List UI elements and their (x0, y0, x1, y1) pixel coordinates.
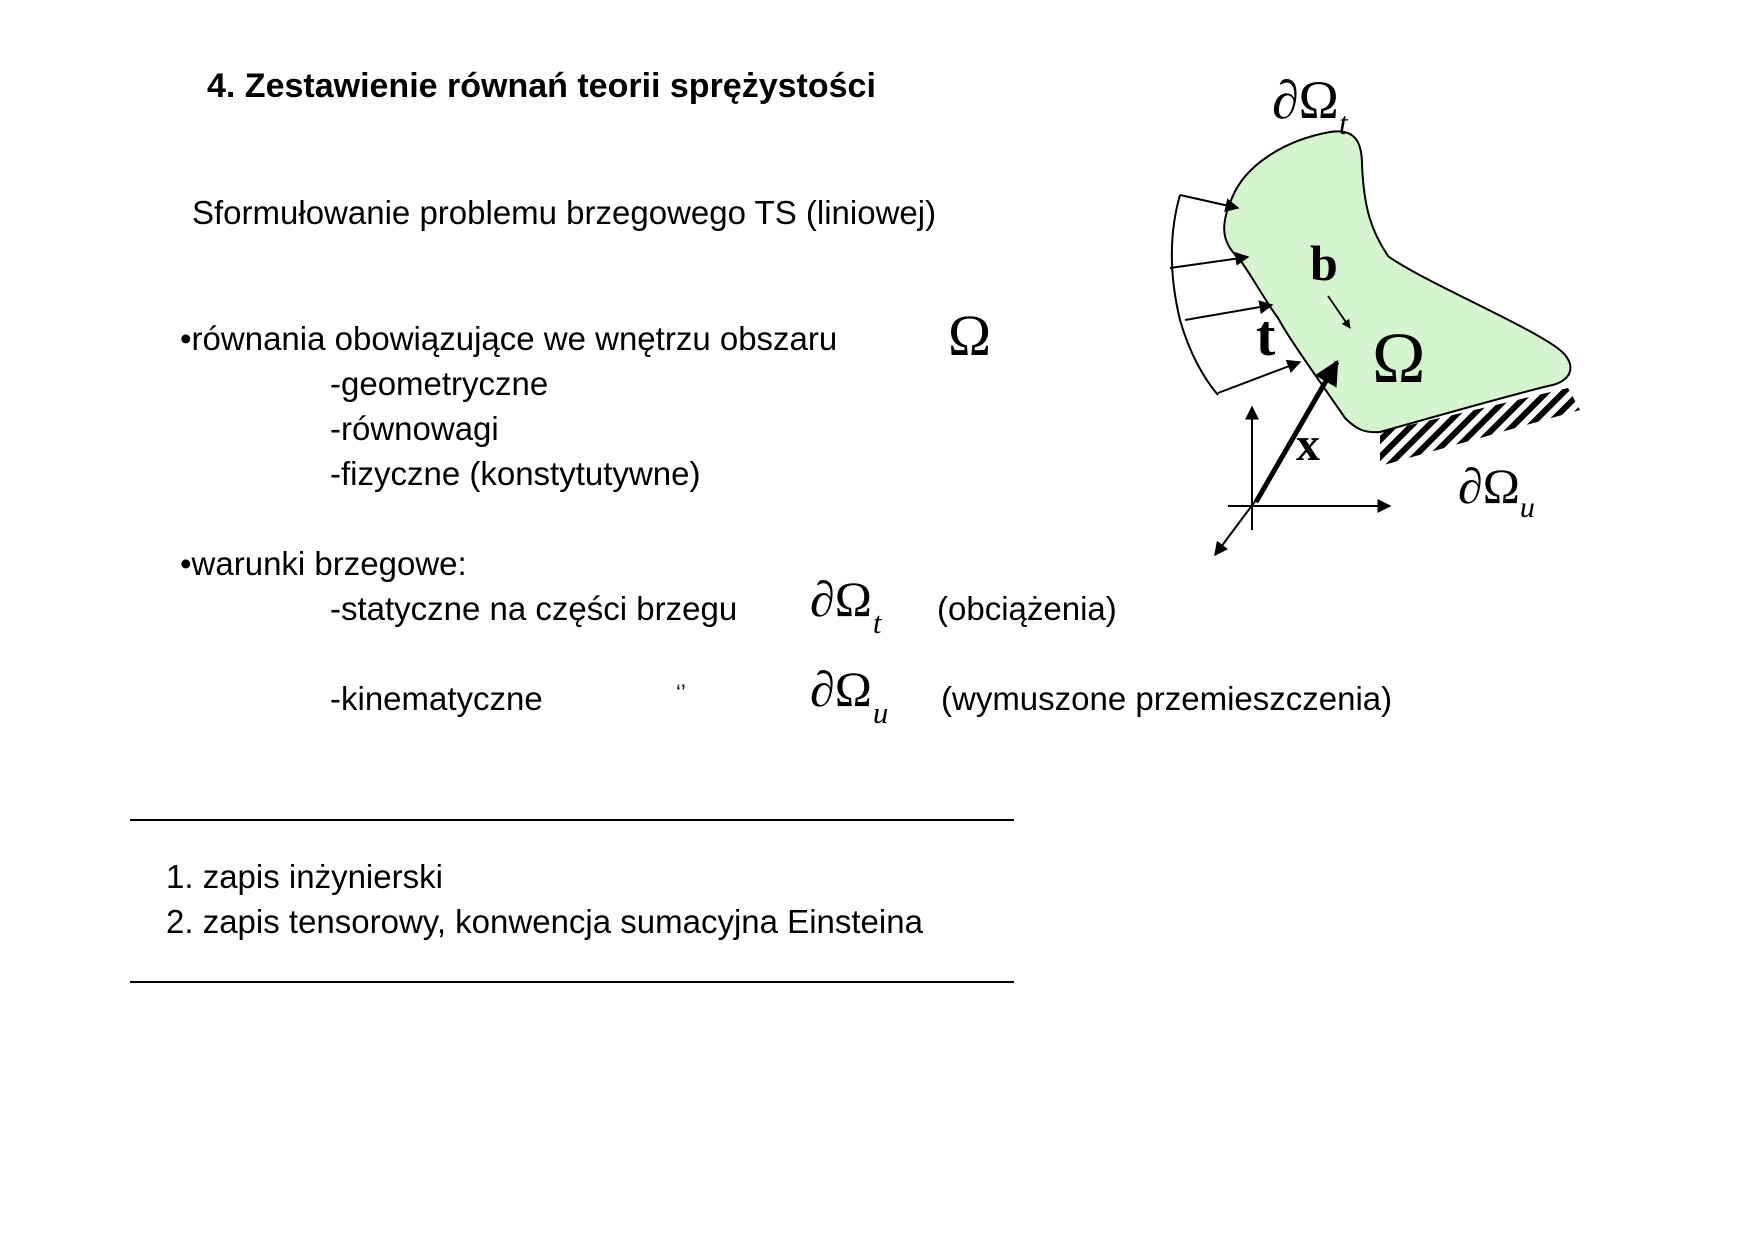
note-item: 2. zapis tensorowy, konwencja sumacyjna Einsteina (166, 903, 923, 940)
note-item: 1. zapis inżynierski (166, 858, 443, 895)
boundary-u-label: $\partial\Omega_u$ (1458, 458, 1535, 524)
interior-heading-text: •równania obowiązujące we wnętrzu obszaru (180, 320, 838, 357)
interior-item: -równowagi (330, 410, 499, 447)
kinematic-condition: -kinematyczne (330, 680, 543, 717)
traction-label: t (1256, 303, 1276, 368)
ditto-mark: ‘’ (676, 680, 686, 705)
static-condition: -statyczne na części brzegu (330, 590, 738, 627)
omega-symbol: Ω (948, 303, 992, 368)
boundary-subscript: u (872, 695, 889, 731)
traction-arrow (1170, 257, 1248, 268)
boundary-symbol: ∂Ω (810, 571, 872, 627)
boundary-symbol: ∂Ω (810, 661, 872, 717)
interior-item: -geometryczne (330, 365, 549, 402)
subtitle: Sformułowanie problemu brzegowego TS (liniowej) (192, 194, 937, 231)
boundary-subscript: t (872, 605, 882, 641)
boundary-t-label: $\partial\Omega_t$ (1272, 70, 1348, 141)
z-axis (1215, 500, 1256, 555)
interior-item: -fizyczne (konstytutywne) (330, 455, 701, 492)
static-note: (obciążenia) (937, 590, 1117, 627)
page-title: 4. Zestawienie równań teorii sprężystości (207, 67, 876, 105)
boundary-heading: •warunki brzegowe: (180, 545, 467, 582)
traction-arrow (1180, 195, 1238, 208)
position-vector-label: x (1296, 418, 1320, 471)
domain-omega-label: Ω (1372, 318, 1426, 398)
body-force-label: b (1310, 235, 1338, 291)
load-envelope (1172, 195, 1218, 395)
kinematic-note: (wymuszone przemieszczenia) (941, 680, 1393, 717)
